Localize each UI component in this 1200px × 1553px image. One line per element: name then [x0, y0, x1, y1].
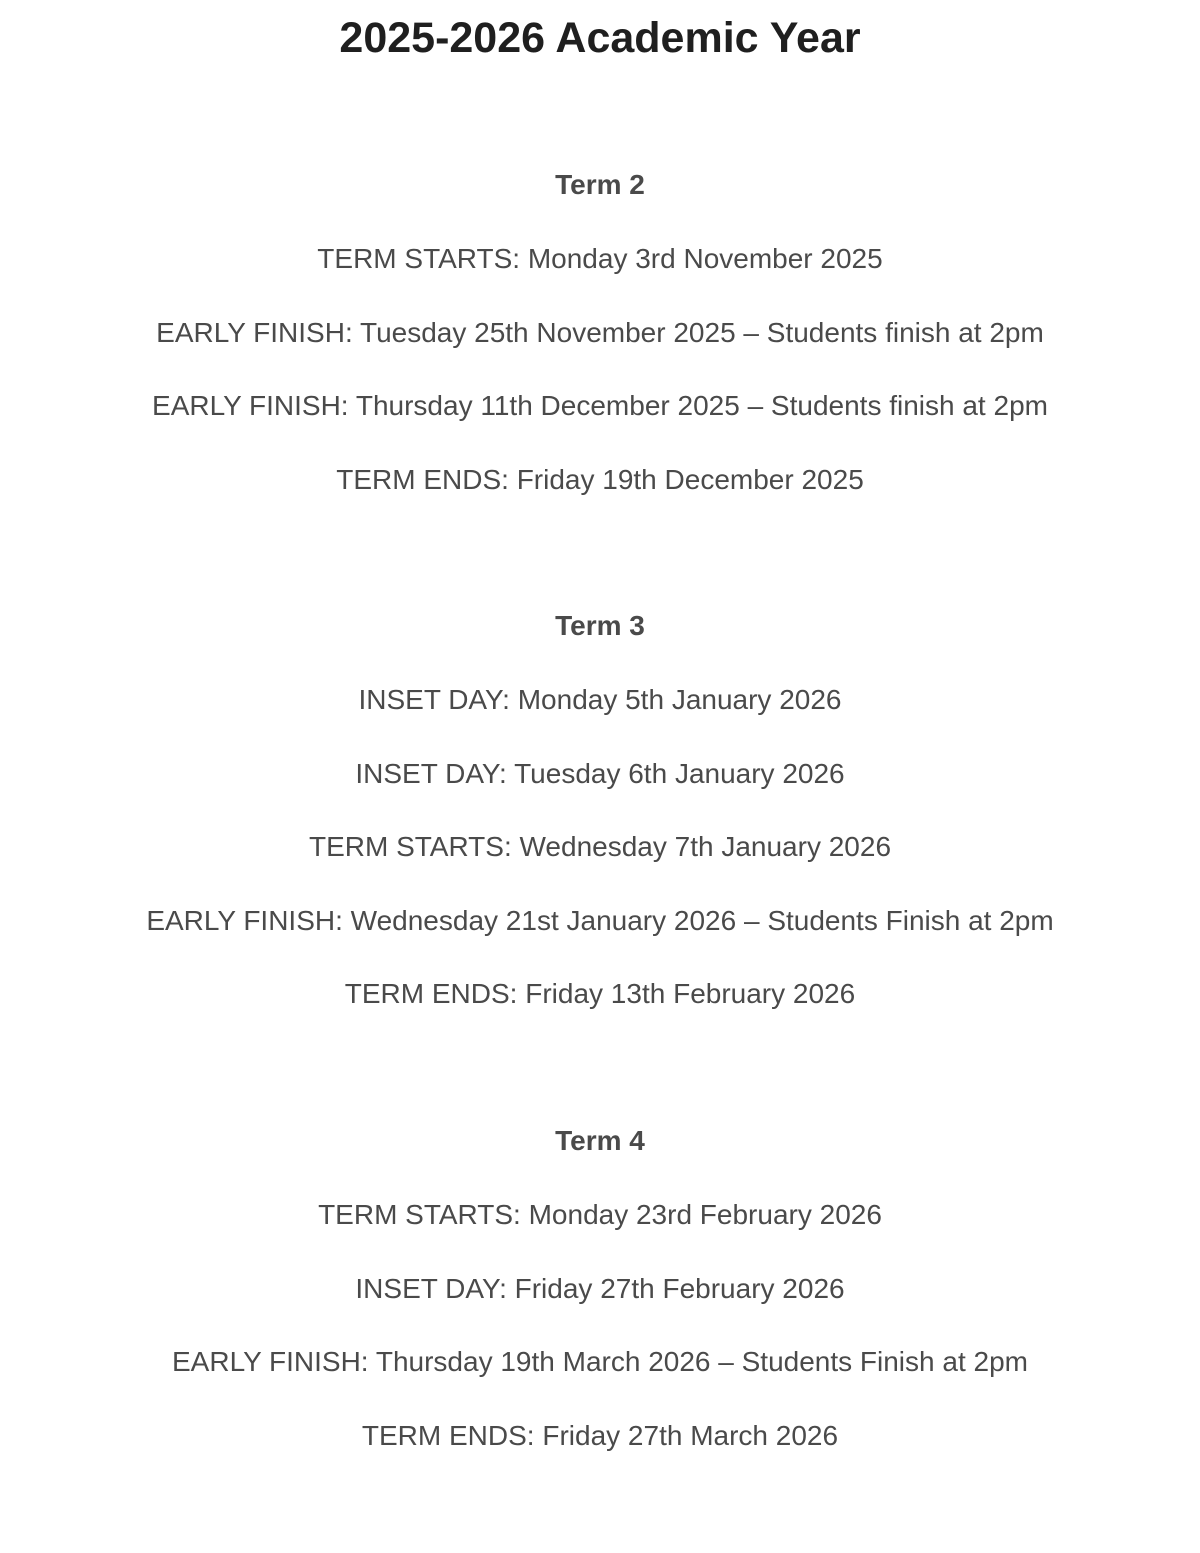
term-entry: TERM STARTS: Wednesday 7th January 2026: [308, 831, 892, 863]
term-entry: TERM ENDS: Friday 19th December 2025: [336, 463, 864, 495]
term-entry: INSET DAY: Friday 27th February 2026: [355, 1272, 845, 1304]
term-entry: INSET DAY: Tuesday 6th January 2026: [355, 757, 845, 789]
term-entry: TERM STARTS: Monday 3rd November 2025: [317, 243, 883, 274]
term-entry: EARLY FINISH: Thursday 11th December 2025 – Students finish at 2pm: [152, 390, 1048, 422]
term-section-2: [0, 168, 1200, 536]
term-entry: EARLY FINISH: Tuesday 25th November 2025 – Students finish at 2pm: [156, 316, 1044, 348]
term-heading: Term 3: [555, 610, 645, 641]
term-entry: EARLY FINISH: Thursday 19th March 2026 – Students Finish at 2pm: [172, 1346, 1028, 1378]
term-entry: EARLY FINISH: Wednesday 21st January 2026 – Students Finish at 2pm: [146, 904, 1054, 936]
term-section-3: [0, 609, 1200, 1051]
term-entry: TERM STARTS: Monday 23rd February 2026: [318, 1199, 882, 1230]
term-heading: Term 2: [555, 169, 645, 200]
term-heading: Term 4: [555, 1125, 645, 1156]
term-entry: INSET DAY: Monday 5th January 2026: [358, 684, 842, 715]
term-entry: TERM ENDS: Friday 27th March 2026: [361, 1419, 839, 1451]
page-title: 2025-2026 Academic Year: [339, 14, 861, 62]
term-section-4: [0, 1124, 1200, 1492]
term-entry: TERM ENDS: Friday 13th February 2026: [344, 978, 856, 1010]
